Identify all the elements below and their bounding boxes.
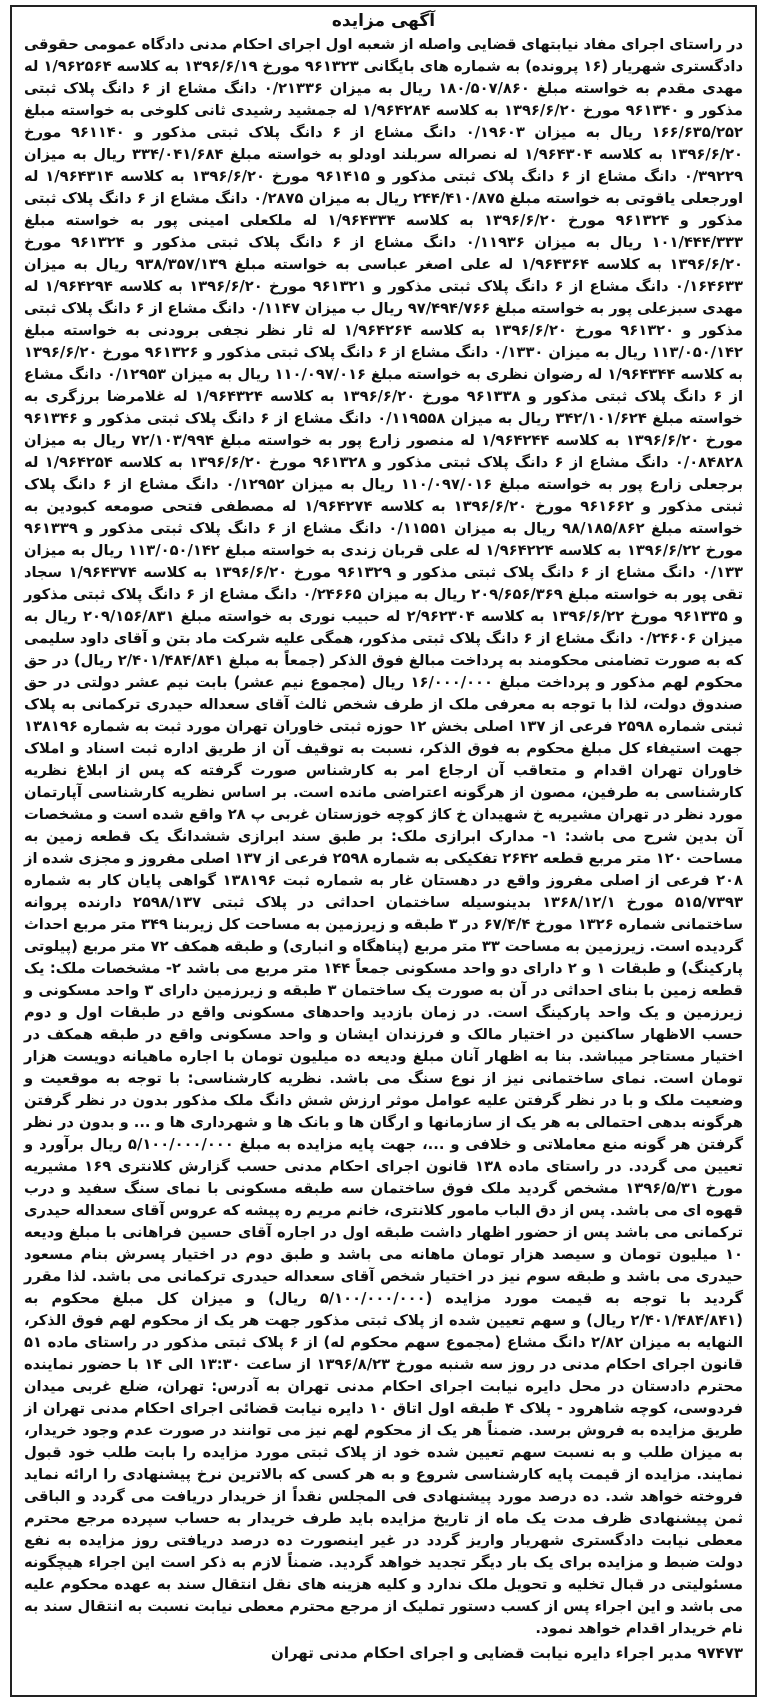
notice-body: در راستای اجرای مفاد نیابتهای قضایی واصله از شعبه اول اجرای احکام مدنی دادگاه عمومی حقوقی دادگستری شهریار (۱۶ پرونده) به شماره های بایگانی ۹۶۱۳۲۳ مورخ ۱۳۹۶/۶/۱۹ به کلاسه ۱/۹۶۲۵۶۴ له مهدی مقدم به خواسته مبلغ ۱۸۰/۵۰۷/۸۶۰ ریال به میزان ۰/۲۱۳۳۶ دانگ مشاع از ۶ دانگ پلاک ثبتی مذکور و ۹۶۱۳۴۰ مورخ ۱۳۹۶/۶/۲۰ به کلاسه ۱/۹۶۴۲۸۴ له جمشید رشیدی ثانی کلوخی به خواسته مبلغ ۱۶۶/۶۳۵/۲۵۲ ریال به میزان ۰/۱۹۶۰۳ دانگ مشاع از ۶ دانگ پلاک ثبتی مذکور و ۹۶۱۱۴۰ مورخ ۱۳۹۶/۶/۲۰ به کلاسه ۱/۹۶۴۳۰۴ له نصراله سربلند اودلو به خواسته مبلغ ۳۳۴/۰۴۱/۶۸۴ ریال به میزان ۰/۳۹۲۲۹ دانگ مشاع از ۶ دانگ پلاک ثبتی مذکور و ۹۶۱۴۱۵ مورخ ۱۳۹۶/۶/۲۰ به کلاسه ۱/۹۶۴۳۱۴ له اورجعلی یاقوتی به خواسته مبلغ ۲۴۴/۴۱۰/۸۷۵ ریال به میزان ۰/۲۸۷۵ دانگ مشاع از ۶ دانگ پلاک ثبتی مذکور و ۹۶۱۳۲۴ مورخ ۱۳۹۶/۶/۲۰ به کلاسه ۱/۹۶۴۳۳۴ له ملکعلی امینی پور به خواسته مبلغ ۱۰۱/۴۴۴/۳۳۳ ریال به میزان ۰/۱۱۹۳۶ دانگ مشاع از ۶ دانگ پلاک ثبتی مذکور و ۹۶۱۳۲۴ مورخ ۱۳۹۶/۶/۲۰ به کلاسه ۱/۹۶۴۳۶۴ له علی اصغر عباسی به خواسته مبلغ ۹۳۸/۳۵۷/۱۳۹ ریال به میزان ۰/۱۶۴۶۳۳ دانگ مشاع از ۶ دانگ پلاک ثبتی مذکور و ۹۶۱۳۲۱ مورخ ۱۳۹۶/۶/۲۰ به کلاسه ۱/۹۶۴۲۹۴ له مهدی سبزعلی پور به خواسته مبلغ ۹۷/۴۹۴/۷۶۶ ریال ب میزان ۰/۱۱۴۷ دانگ مشاع از ۶ دانگ پلاک ثبتی مذکور و ۹۶۱۳۲۰ مورخ ۱۳۹۶/۶/۲۰ به کلاسه ۱/۹۶۴۲۶۴ له ثار نظر نجفی برودنی به خواسته مبلغ ۱۱۳/۰۵۰/۱۴۲ ریال به میزان ۰/۱۳۳۰ دانگ مشاع از ۶ دانگ پلاک ثبتی مذکور و ۹۶۱۳۲۶ مورخ ۱۳۹۶/۶/۲۰ به کلاسه ۱/۹۶۴۳۴۴ له رضوان نظری به خواسته مبلغ ۱۱۰/۰۹۷/۰۱۶ ریال به میزان ۰/۱۲۹۵۳ دانگ مشاع از ۶ دانگ پلاک ثبتی مذکور و ۹۶۱۳۳۸ مورخ ۱۳۹۶/۶/۲۰ به کلاسه ۱/۹۶۴۳۲۴ له غلامرضا برزگری به خواسته مبلغ ۳۴۲/۱۰۱/۶۲۴ ریال به میزان ۰/۱۱۹۵۵۸ دانگ مشاع از ۶ دانگ پلاک ثبتی مذکور و ۹۶۱۳۴۶ مورخ ۱۳۹۶/۶/۲۰ به کلاسه ۱/۹۶۴۲۴۴ له منصور زارع پور به خواسته مبلغ ۷۲/۱۰۳/۹۹۴ ریال به میزان ۰/۰۸۴۸۲۸ دانگ مشاع از ۶ دانگ پلاک ثبتی مذکور و ۹۶۱۳۲۸ مورخ ۱۳۹۶/۶/۲۰ به کلاسه ۱/۹۶۴۲۵۴ له برجعلی زارع پور به خواسته مبلغ ۱۱۰/۰۹۷/۰۱۶ ریال به میزان ۰/۱۲۹۵۲ دانگ مشاع از ۶ دانگ پلاک ثبتی مذکور و ۹۶۱۶۶۲ مورخ ۱۳۹۶/۶/۲۰ به کلاسه ۱/۹۶۴۲۷۴ له مصطفی فتحی صومعه کبودین به خواسته مبلغ ۹۸/۱۸۵/۸۶۲ ریال به میزان ۰/۱۱۵۵۱ دانگ مشاع از ۶ دانگ پلاک ثبتی مذکور و ۹۶۱۳۳۹ مورخ ۱۳۹۶/۶/۲۲ به کلاسه ۱/۹۶۴۲۲۴ له علی قربان زندی به خواسته مبلغ ۱۱۳/۰۵۰/۱۴۲ ریال به میزان ۰/۱۳۳ دانگ مشاع از ۶ دانگ پلاک ثبتی مذکور و ۹۶۱۳۲۹ مورخ ۱۳۹۶/۶/۲۰ به کلاسه ۱/۹۶۴۳۷۴ سجاد تقی پور به خواسته مبلغ ۲۰۹/۶۵۶/۳۶۹ ریال به میزان ۰/۲۴۶۶۵ دانگ مشاع از ۶ دانگ پلاک ثبتی مذکور و ۹۶۱۳۳۵ مورخ ۱۳۹۶/۶/۲۲ به کلاسه ۲/۹۶۲۳۰۴ له حبیب نوری به خواسته مبلغ ۲۰۹/۱۵۶/۸۳۱ ریال به میزان ۰/۲۴۶۰۶ دانگ مشاع از ۶ دانگ پلاک ثبتی مذکور، همگی علیه شرکت ماد بتن و آقای داود سلیمی که به صورت تضامنی محکومند به پرداخت مبالغ فوق الذکر (جمعاً به مبلغ ۲/۴۰۱/۴۸۴/۸۴۱ ریال) در حق محکوم لهم مذکور و پرداخت مبلغ ۱۶/۰۰۰/۰۰۰ ریال (مجموع نیم عشر) بابت نیم عشر دولتی در حق صندوق دولت، لذا با توجه به معرفی ملک از طرف شخص ثالث آقای سعداله حیدری ترکمانی به پلاک ثبتی شماره ۲۵۹۸ فرعی از ۱۳۷ اصلی بخش ۱۲ حوزه ثبتی خاوران تهران مورد ثبت به شماره ۱۳۸۱۹۶ جهت استیفاء کل مبلغ محکوم به فوق الذکر، نسبت به توقیف آن از طریق اداره ثبت اسناد و املاک خاوران تهران اقدام و متعاقب آن ارجاع امر به کارشناس صورت گرفته که پس از ابلاغ نظریه کارشناسی به طرفین، مصون از هرگونه اعتراضی مانده است. بر اساس نظریه کارشناسی آپارتمان مورد نظر در تهران مشیریه خ شهیدان خ کاژ کوچه خوزستان غربی پ ۲۸ واقع شده است و مشخصات آن بدین شرح می باشد: ۱- مدارک ابرازی ملک: بر طبق سند ابرازی ششدانگ یک قطعه زمین به مساحت ۱۲۰ متر مربع قطعه ۲۶۴۲ تفکیکی به شماره ۲۵۹۸ فرعی از ۱۳۷ اصلی مفروز و مجزی شده از ۲۰۸ فرعی از اصلی مفروز واقع در دهستان غار به شماره ثبت ۱۳۸۱۹۶ گواهی پایان کار به شماره ۵۱۵/۷۳۹۳ مورخ ۱۳۶۸/۱۲/۱ بدینوسیله ساختمان احداثی در پلاک ثبتی ۲۵۹۸/۱۳۷ دارنده پروانه ساختمانی شماره ۱۳۲۶ مورخ ۶۷/۴/۴ در ۳ طبقه و زیرزمین به مساحت کل زیربنا ۳۴۹ متر مربع احداث گردیده است. زیرزمین به مساحت ۳۳ متر مربع (پناهگاه و انباری) و طبقه همکف ۷۲ متر مربع (پیلوتی پارکینگ) و طبقات ۱ و ۲ دارای دو واحد مسکونی جمعاً ۱۴۴ متر مربع می باشد ۲- مشخصات ملک: یک قطعه زمین با بنای احداثی در آن به صورت یک ساختمان ۳ طبقه و زیرزمین دارای ۳ واحد مسکونی و زیرزمین و یک واحد پارکینگ است. در زمان بازدید واحدهای مسکونی واقع در طبقات اول و دوم حسب الاظهار ساکنین در اختیار مالک و فرزندان ایشان و واحد مسکونی واقع در طبقه همکف در اختیار مستاجر میباشد. بنا به اظهار آنان مبلغ ودیعه ده میلیون تومان با اجاره ماهیانه دویست هزار تومان است. نمای ساختمانی نیز از نوع سنگ می باشد. نظریه کارشناسی: با توجه به موقعیت و وضعیت ملک و با در نظر گرفتن علیه عوامل موثر ارزش شش دانگ ملک مذکور بدون در نظر گرفتن هرگونه بدهی احتمالی به هر یک از سازمانها و ارگان ها و بانک ها و شهرداری ها و ... و بدون در نظر گرفتن هر گونه منع معاملاتی و خلافی و ...، جهت پایه مزایده به مبلغ ۵/۱۰۰/۰۰۰/۰۰۰ ریال برآورد و تعیین می گردد. در راستای ماده ۱۳۸ قانون اجرای احکام مدنی حسب گزارش کلانتری ۱۶۹ مشیریه مورخ ۱۳۹۶/۵/۳۱ مشخص گردید ملک فوق ساختمان سه طبقه مسکونی با نمای سنگ سفید و درب قهوه ای می باشد. پس از دق الباب مامور کلانتری، خانم مریم ره پیشه که عروس آقای سعداله حیدری ترکمانی می باشد پس از حضور اظهار داشت طبقه اول در اجاره آقای حسین فراهانی با مبلغ ودیعه ۱۰ میلیون تومان و سیصد هزار تومان ماهانه می باشد و طبق دوم در اختیار پسرش بنام مسعود حیدری می باشد و طبقه سوم نیز در اختیار شخص آقای سعداله حیدری ترکمانی می باشد. لذا مقرر گردید با توجه به قیمت مورد مزایده (۵/۱۰۰/۰۰۰/۰۰۰ ریال) و میزان کل مبلغ محکوم به (۲/۴۰۱/۴۸۴/۸۴۱ ریال) و سهم تعیین شده از پلاک ثبتی مذکور جهت هر یک از محکوم لهم فوق الذکر، النهایه به میزان ۲/۸۲ دانگ مشاع (مجموع سهم محکوم له) از ۶ پلاک ثبتی مذکور در راستای ماده ۵۱ قانون اجرای احکام مدنی در روز سه شنبه مورخ ۱۳۹۶/۸/۲۳ از ساعت ۱۳:۳۰ الی ۱۴ با حضور نماینده محترم دادستان در محل دایره نیابت اجرای احکام مدنی تهران به آدرس: تهران، ضلع غربی میدان فردوسی، کوچه شاهرود - پلاک ۴ طبقه اول اتاق ۱۰ دایره نیابت قضائی اجرای احکام مدنی تهران از طریق مزایده به فروش برسد. ضمناً هر یک از محکوم لهم نیز می توانند در صورت عدم وجود خریدار، به میزان طلب و به نسبت سهم تعیین شده خود از پلاک ثبتی مورد مزایده را بابت طلب خود قبول نمایند. مزایده از قیمت پایه کارشناسی شروع و به هر کسی که بالاترین نرخ پیشنهادی را ارائه نماید فروخته خواهد شد. ده درصد مورد پیشنهادی فی المجلس نقداً از خریدار دریافت می گردد و الباقی ثمن پیشنهادی ظرف مدت یک ماه از تاریخ مزایده باید طرف خریدار به حساب سپرده مرجع محترم معطی نیابت دادگستری شهریار واریز گردد در غیر اینصورت ده درصد دریافتی روز مزایده به نفع دولت ضبط و مزایده برای یک بار دیگر تجدید خواهد گردید. ضمناً لازم به ذکر است این اجراء هیچگونه مسئولیتی در قبال تخلیه و تحویل ملک ندارد و کلیه هزینه های نقل انتقال سند به عهده محکوم علیه می باشد و این اجراء پس از کسب دستور تملیک از مرجع محترم معطی نیابت نسبت به انتقال سند به نام خریدار اقدام خواهد نمود. xyxy=(24,36,744,1637)
notice-title: آگهی مزایده xyxy=(331,11,436,31)
auction-notice xyxy=(10,5,757,1697)
notice-signature: ۹۷۴۷۳ مدیر اجراء دایره نیابت قضایی و اجرای احکام مدنی تهران xyxy=(271,1644,743,1662)
